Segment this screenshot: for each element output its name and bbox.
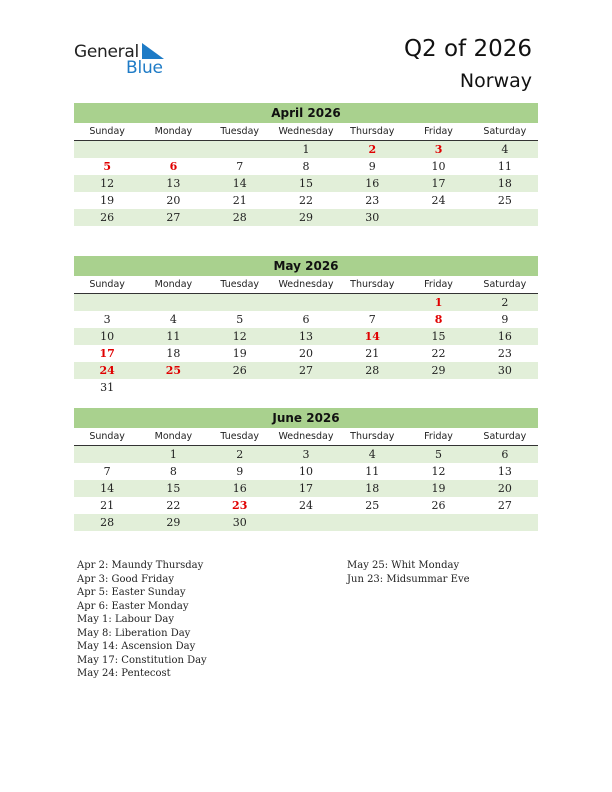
day-cell: 4 (169, 313, 177, 326)
month-title: June 2026 (74, 408, 538, 428)
empty-day-cell (405, 514, 471, 531)
day-cell: 13 (497, 465, 512, 478)
day-cell: 28 (232, 211, 247, 224)
weekday-label: Saturday (483, 431, 527, 442)
day-cell: 19 (100, 194, 115, 207)
day-cell: 10 (431, 160, 446, 173)
weekday-label: Tuesday (220, 431, 260, 442)
day-cell: 27 (497, 499, 512, 512)
month-weeks (74, 294, 538, 396)
week-row (74, 446, 538, 463)
weekday-label: Thursday (350, 431, 395, 442)
holiday-note: Apr 6: Easter Monday (77, 600, 189, 612)
day-cell: 9 (368, 160, 376, 173)
week-row (74, 345, 538, 362)
empty-day-cell (207, 141, 273, 158)
day-cell: 11 (497, 160, 512, 173)
day-cell: 21 (232, 194, 247, 207)
day-cell: 21 (100, 499, 115, 512)
day-cell: 5 (103, 160, 111, 173)
day-cell: 19 (232, 347, 247, 360)
holiday-note: May 1: Labour Day (77, 614, 174, 625)
day-cell: 13 (166, 177, 181, 190)
week-row (74, 158, 538, 175)
day-cell: 27 (298, 364, 313, 377)
day-cell: 6 (501, 448, 509, 461)
holiday-note: May 8: Liberation Day (77, 627, 191, 639)
weekday-header-row (74, 428, 538, 446)
day-cell: 9 (236, 465, 244, 478)
day-cell: 20 (497, 482, 512, 495)
empty-day-cell (339, 294, 405, 311)
empty-day-cell (339, 514, 405, 531)
day-cell: 4 (368, 448, 376, 461)
weekday-label: Monday (154, 126, 193, 137)
day-cell: 16 (497, 330, 512, 343)
day-cell: 3 (103, 313, 111, 326)
country-name: Norway (459, 70, 532, 92)
day-cell: 30 (232, 516, 247, 529)
empty-day-cell (140, 141, 206, 158)
day-cell: 9 (501, 313, 509, 326)
day-cell: 22 (166, 499, 181, 512)
month-june (74, 408, 538, 531)
weekday-label: Saturday (483, 126, 527, 137)
weekday-label: Sunday (89, 431, 125, 442)
weekday-label: Friday (424, 431, 453, 442)
empty-day-cell (472, 209, 538, 226)
day-cell: 14 (232, 177, 247, 190)
day-cell: 12 (100, 177, 115, 190)
weekday-label: Friday (424, 126, 453, 137)
week-row (74, 379, 538, 396)
holiday-note: May 25: Whit Monday (347, 560, 460, 571)
weekday-header-row (74, 276, 538, 294)
day-cell: 20 (298, 347, 313, 360)
weekday-label: Saturday (483, 279, 527, 290)
holiday-note: Apr 2: Maundy Thursday (77, 560, 204, 571)
brand-triangle-icon (142, 43, 164, 59)
weekday-label: Wednesday (278, 279, 334, 290)
weekday-label: Tuesday (220, 126, 260, 137)
day-cell: 8 (434, 313, 443, 326)
day-cell: 1 (434, 296, 443, 309)
weekday-label: Sunday (89, 279, 125, 290)
day-cell: 26 (431, 499, 446, 512)
month-april (74, 103, 538, 226)
week-row (74, 294, 538, 311)
day-cell: 23 (232, 499, 248, 512)
week-row (74, 192, 538, 209)
holiday-note: Apr 5: Easter Sunday (77, 587, 186, 598)
day-cell: 11 (365, 465, 380, 478)
day-cell: 24 (99, 364, 115, 377)
empty-day-cell (207, 379, 273, 396)
empty-day-cell (74, 141, 140, 158)
brand-general-text: General (74, 42, 139, 62)
day-cell: 10 (298, 465, 313, 478)
day-cell: 23 (365, 194, 380, 207)
day-cell: 6 (302, 313, 310, 326)
month-title: April 2026 (74, 103, 538, 123)
week-row (74, 311, 538, 328)
day-cell: 5 (435, 448, 443, 461)
day-cell: 3 (302, 448, 310, 461)
empty-day-cell (472, 514, 538, 531)
day-cell: 17 (298, 482, 313, 495)
week-row (74, 362, 538, 379)
day-cell: 27 (166, 211, 181, 224)
month-weeks (74, 141, 538, 226)
weekday-label: Thursday (350, 279, 395, 290)
empty-day-cell (74, 294, 140, 311)
day-cell: 19 (431, 482, 446, 495)
day-cell: 7 (368, 313, 376, 326)
day-cell: 30 (365, 211, 380, 224)
day-cell: 11 (166, 330, 181, 343)
weekday-label: Sunday (89, 126, 125, 137)
weekday-label: Thursday (350, 126, 395, 137)
weekday-label: Monday (154, 431, 193, 442)
day-cell: 18 (497, 177, 512, 190)
day-cell: 12 (431, 465, 446, 478)
day-cell: 8 (169, 465, 177, 478)
day-cell: 18 (166, 347, 181, 360)
day-cell: 16 (232, 482, 247, 495)
day-cell: 10 (100, 330, 115, 343)
day-cell: 29 (166, 516, 181, 529)
week-row (74, 463, 538, 480)
day-cell: 17 (431, 177, 446, 190)
day-cell: 20 (166, 194, 181, 207)
empty-day-cell (472, 379, 538, 396)
weekday-label: Friday (424, 279, 453, 290)
day-cell: 12 (232, 330, 247, 343)
brand-logo (74, 42, 174, 82)
day-cell: 26 (100, 211, 115, 224)
day-cell: 18 (365, 482, 380, 495)
empty-day-cell (273, 294, 339, 311)
week-row (74, 328, 538, 345)
day-cell: 3 (434, 143, 443, 156)
month-may (74, 256, 538, 396)
day-cell: 17 (99, 347, 115, 360)
holiday-note: Apr 3: Good Friday (77, 573, 175, 585)
day-cell: 25 (165, 364, 182, 377)
day-cell: 22 (298, 194, 313, 207)
empty-day-cell (405, 209, 471, 226)
day-cell: 25 (497, 194, 512, 207)
day-cell: 28 (365, 364, 380, 377)
holiday-note: May 17: Constitution Day (77, 654, 207, 666)
brand-blue-text: Blue (126, 58, 163, 78)
day-cell: 22 (431, 347, 446, 360)
day-cell: 16 (365, 177, 380, 190)
weekday-label: Monday (154, 279, 193, 290)
day-cell: 8 (302, 160, 310, 173)
day-cell: 21 (365, 347, 380, 360)
holiday-note: May 14: Ascension Day (77, 641, 196, 652)
holiday-note: Jun 23: Midsummar Eve (347, 573, 470, 585)
week-row (74, 497, 538, 514)
month-title: May 2026 (74, 256, 538, 276)
week-row (74, 209, 538, 226)
day-cell: 29 (298, 211, 313, 224)
day-cell: 29 (431, 364, 446, 377)
weekday-label: Tuesday (220, 279, 260, 290)
empty-day-cell (74, 446, 140, 463)
day-cell: 24 (431, 194, 446, 207)
day-cell: 7 (103, 465, 111, 478)
day-cell: 4 (501, 143, 509, 156)
empty-day-cell (273, 514, 339, 531)
week-row (74, 514, 538, 531)
day-cell: 5 (236, 313, 244, 326)
day-cell: 1 (302, 143, 310, 156)
week-row (74, 480, 538, 497)
day-cell: 30 (497, 364, 512, 377)
day-cell: 6 (169, 160, 178, 173)
day-cell: 25 (365, 499, 380, 512)
day-cell: 26 (232, 364, 247, 377)
day-cell: 28 (100, 516, 115, 529)
day-cell: 7 (236, 160, 244, 173)
day-cell: 13 (298, 330, 313, 343)
holiday-list-left (77, 559, 207, 681)
month-weeks (74, 446, 538, 531)
day-cell: 15 (166, 482, 181, 495)
page-title: Q2 of 2026 (403, 36, 532, 62)
empty-day-cell (405, 379, 471, 396)
day-cell: 2 (501, 296, 509, 309)
holiday-list-right (347, 559, 470, 586)
holiday-note: May 24: Pentecost (77, 668, 171, 679)
empty-day-cell (207, 294, 273, 311)
empty-day-cell (140, 294, 206, 311)
day-cell: 14 (364, 330, 380, 343)
weekday-label: Wednesday (278, 126, 334, 137)
day-cell: 15 (431, 330, 446, 343)
empty-day-cell (273, 379, 339, 396)
day-cell: 14 (100, 482, 115, 495)
empty-day-cell (339, 379, 405, 396)
day-cell: 1 (169, 448, 177, 461)
day-cell: 23 (497, 347, 512, 360)
week-row (74, 175, 538, 192)
week-row (74, 141, 538, 158)
day-cell: 15 (298, 177, 313, 190)
empty-day-cell (140, 379, 206, 396)
day-cell: 31 (100, 381, 115, 394)
day-cell: 24 (298, 499, 313, 512)
weekday-label: Wednesday (278, 431, 334, 442)
weekday-header-row (74, 123, 538, 141)
day-cell: 2 (368, 143, 377, 156)
day-cell: 2 (236, 448, 244, 461)
